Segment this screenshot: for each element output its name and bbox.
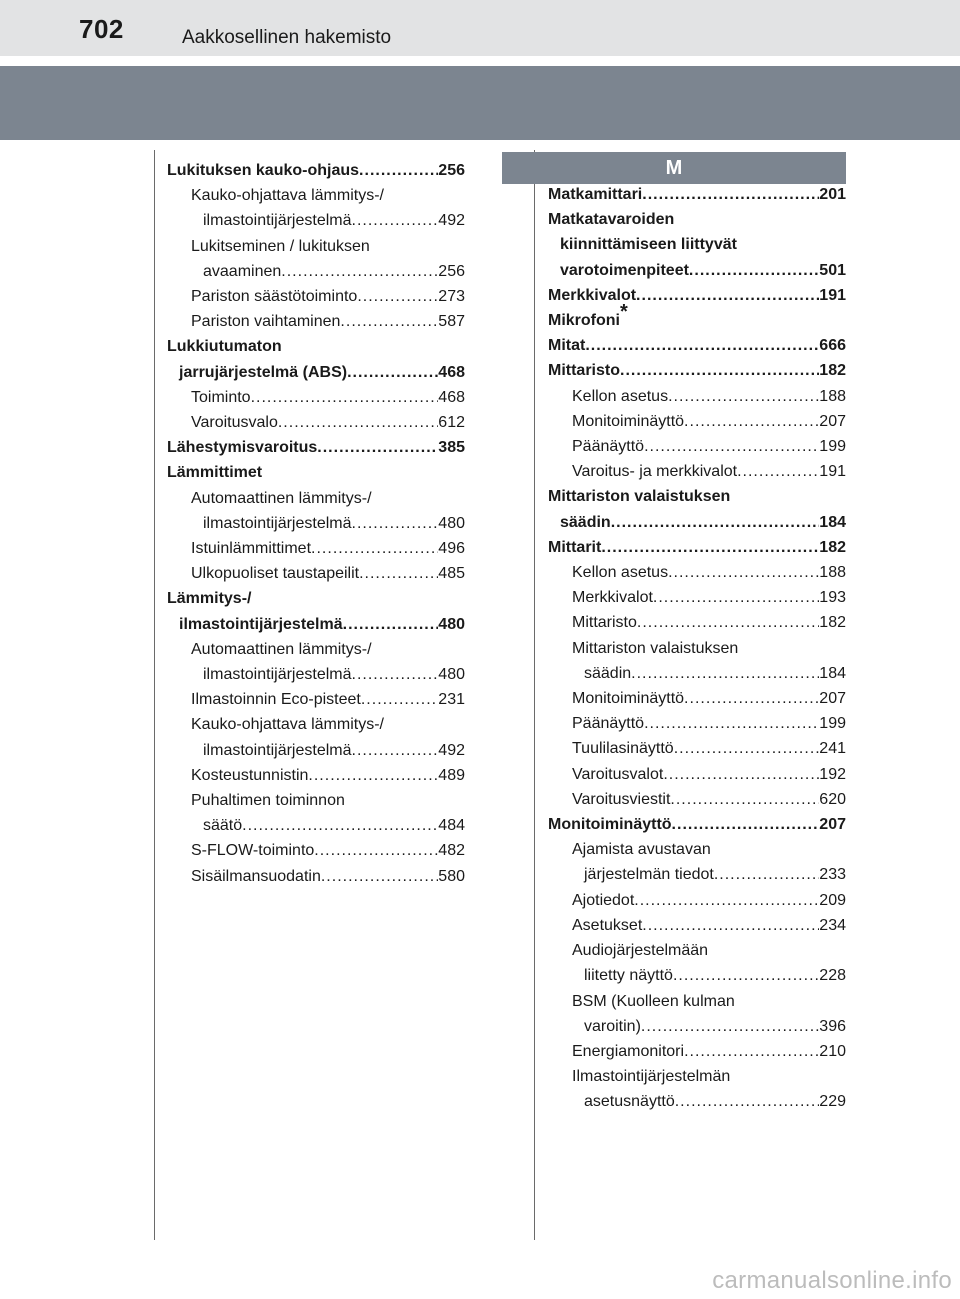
header-bar: [0, 0, 960, 56]
index-entry: [167, 612, 465, 637]
page-reference: 482: [438, 842, 465, 860]
index-entry: [548, 560, 846, 585]
index-entry: [548, 535, 846, 560]
dot-leader: [585, 333, 819, 358]
page-reference: 188: [819, 387, 846, 405]
index-entry: [548, 510, 846, 535]
dot-leader: [637, 610, 819, 635]
entry-label: Tuulilasinäyttö: [572, 740, 674, 758]
entry-label: Ulkopuoliset taustapeilit: [191, 565, 360, 583]
entry-label: Monitoiminäyttö: [572, 412, 685, 430]
dot-leader: [278, 410, 438, 435]
index-entry: [548, 585, 846, 610]
index-entry: [548, 862, 846, 887]
index-entry: [548, 787, 846, 812]
sub-entry: Ilmastointijärjestelmän: [572, 1068, 731, 1086]
page-reference: 385: [438, 439, 465, 457]
index-heading: [167, 460, 465, 485]
index-entry: [548, 762, 846, 787]
index-entry: [548, 434, 846, 459]
entry-label: säädin: [584, 664, 632, 682]
index-entry: [548, 913, 846, 938]
entry-label: ilmastointijärjestelmä: [203, 666, 352, 684]
entry-label: ilmastointijärjestelmä: [203, 212, 352, 230]
page-reference: 620: [819, 790, 846, 808]
entry-label: Mittarit: [548, 538, 602, 556]
index-entry: [548, 686, 846, 711]
entry-label: Lähestymisvaroitus: [167, 439, 318, 457]
dot-leader: [674, 736, 820, 761]
index-heading: Lukkiutumaton: [167, 338, 282, 356]
watermark: carmanualsonline.info: [712, 1267, 952, 1294]
dot-leader: [352, 511, 439, 536]
dot-leader: [668, 384, 819, 409]
page-reference: 587: [438, 313, 465, 331]
index-column-left: [167, 158, 465, 889]
sub-entry: Kauko-ohjattava lämmitys-/: [191, 187, 384, 205]
dot-leader: [317, 435, 438, 460]
entry-label: varoitin): [584, 1017, 641, 1035]
entry-label: Monitoiminäyttö: [572, 690, 685, 708]
entry-label: järjestelmän tiedot: [584, 866, 714, 884]
dot-leader: [668, 560, 819, 585]
dot-leader: [357, 284, 438, 309]
index-heading: Mittariston valaistuksen: [548, 488, 731, 506]
index-entry: [167, 385, 465, 410]
entry-label: Istuinlämmittimet: [191, 540, 312, 558]
index-entry: [167, 259, 465, 284]
dot-leader: [281, 259, 438, 284]
sub-entry: Kauko-ohjattava lämmitys-/: [191, 716, 384, 734]
dot-leader: [684, 686, 819, 711]
entry-label: ilmastointijärjestelmä: [203, 514, 352, 532]
index-entry: [548, 182, 846, 207]
dot-leader: [684, 409, 819, 434]
entry-label: säädin: [560, 513, 611, 531]
dot-leader: [361, 687, 438, 712]
page-reference: 229: [819, 1093, 846, 1111]
dot-leader: [601, 535, 819, 560]
section-letter-heading: M: [502, 152, 846, 184]
entry-label: Mikrofoni: [548, 312, 620, 330]
entry-label: liitetty näyttö: [584, 967, 673, 985]
dot-leader: [642, 182, 819, 207]
dot-leader: [340, 309, 438, 334]
index-heading: [548, 301, 846, 333]
sub-entry: Lukitseminen / lukituksen: [191, 237, 370, 255]
page-reference: 480: [438, 514, 465, 532]
index-entry: [167, 687, 465, 712]
index-entry: [548, 711, 846, 736]
page-reference: 480: [438, 615, 465, 633]
entry-label: Kellon asetus: [572, 564, 669, 582]
page-reference: 184: [819, 664, 846, 682]
entry-label: Varoitus- ja merkkivalot: [572, 463, 738, 481]
entry-label: S-FLOW-toiminto: [191, 842, 315, 860]
page-reference: 193: [819, 589, 846, 607]
index-entry: [167, 511, 465, 536]
index-entry: [167, 763, 465, 788]
dot-leader: [634, 888, 819, 913]
dot-leader: [620, 358, 819, 383]
dot-leader: [689, 258, 819, 283]
entry-label: Varoitusvalo: [191, 414, 278, 432]
entry-label: Asetukset: [572, 916, 643, 934]
page-reference: 191: [819, 463, 846, 481]
entry-label: Varoitusvalot: [572, 765, 664, 783]
index-entry: [548, 358, 846, 383]
page-reference: 184: [819, 513, 846, 531]
entry-label: Kosteustunnistin: [191, 766, 309, 784]
dot-leader: [343, 612, 439, 637]
sub-entry: Puhaltimen toiminnon: [191, 792, 345, 810]
page-reference: 273: [438, 288, 465, 306]
entry-label: varotoimenpiteet: [560, 261, 689, 279]
column-divider-left: [154, 150, 155, 1240]
page-reference: 207: [819, 690, 846, 708]
page-reference: 234: [819, 916, 846, 934]
index-column-right: [548, 182, 846, 1115]
index-entry: [167, 738, 465, 763]
index-entry: [167, 360, 465, 385]
dot-leader: [311, 536, 438, 561]
dot-leader: [672, 812, 820, 837]
dot-leader: [359, 561, 438, 586]
dot-leader: [352, 662, 439, 687]
index-entry: [548, 736, 846, 761]
dot-leader: [347, 360, 438, 385]
entry-label: Mittaristo: [572, 614, 637, 632]
index-entry: [548, 1039, 846, 1064]
column-divider-middle: [534, 150, 535, 1240]
entry-label: Mitat: [548, 337, 586, 355]
page-reference: 480: [438, 666, 465, 684]
entry-label: Päänäyttö: [572, 438, 645, 456]
page-reference: 207: [819, 412, 846, 430]
entry-label: Lämmittimet: [167, 464, 263, 482]
entry-label: ilmastointijärjestelmä: [179, 615, 343, 633]
entry-label: Pariston säästötoiminto: [191, 288, 358, 306]
entry-label: Varoitusviestit: [572, 790, 671, 808]
index-heading: Matkatavaroiden: [548, 211, 675, 229]
entry-label: Sisäilmansuodatin: [191, 867, 321, 885]
dot-leader: [308, 763, 438, 788]
entry-label: avaaminen: [203, 262, 282, 280]
entry-label: Merkkivalot: [548, 286, 637, 304]
dot-leader: [641, 1014, 819, 1039]
page-reference: 201: [819, 186, 846, 203]
entry-label: säätö: [203, 817, 243, 835]
page-reference: 501: [819, 261, 846, 279]
index-entry: [548, 610, 846, 635]
sub-entry: Ajamista avustavan: [572, 841, 711, 859]
index-entry: [548, 812, 846, 837]
sub-entry: Automaattinen lämmitys-/: [191, 640, 372, 658]
entry-label: Merkkivalot: [572, 589, 653, 607]
footnote-marker: *: [620, 301, 628, 324]
entry-label: Mittaristo: [548, 362, 620, 380]
index-entry: [167, 158, 465, 183]
index-entry: [167, 838, 465, 863]
page-reference: 188: [819, 564, 846, 582]
page-reference: 231: [438, 691, 465, 709]
index-entry: [167, 208, 465, 233]
index-entry: [167, 864, 465, 889]
dot-leader: [670, 787, 819, 812]
dot-leader: [359, 158, 438, 183]
page-reference: 484: [438, 817, 465, 835]
sub-entry: Audiojärjestelmään: [572, 942, 709, 960]
heading-continuation: kiinnittämiseen liittyvät: [560, 236, 737, 254]
entry-label: jarrujärjestelmä (ABS): [179, 363, 348, 381]
page-reference: 182: [819, 538, 846, 556]
entry-label: Ilmastoinnin Eco-pisteet: [191, 691, 361, 709]
page-reference: 182: [819, 614, 846, 632]
entry-label: ilmastointijärjestelmä: [203, 741, 352, 759]
dot-leader: [321, 864, 438, 889]
entry-label: Ajotiedot: [572, 891, 635, 909]
page-reference: 182: [819, 362, 846, 380]
index-entry: [167, 410, 465, 435]
entry-label: Monitoiminäyttö: [548, 816, 672, 834]
dot-leader: [653, 585, 819, 610]
dot-leader: [352, 738, 439, 763]
entry-label: Pariston vaihtaminen: [191, 313, 341, 331]
index-entry: [167, 561, 465, 586]
index-entry: [548, 888, 846, 913]
page-reference: 228: [819, 967, 846, 985]
page-reference: 468: [438, 388, 465, 406]
page-reference: 396: [819, 1017, 846, 1035]
page-reference: 485: [438, 565, 465, 583]
page-reference: 612: [438, 414, 465, 432]
dot-leader: [663, 762, 819, 787]
page-reference: 199: [819, 715, 846, 733]
sub-entry: Mittariston valaistuksen: [572, 639, 739, 657]
sub-entry: BSM (Kuolleen kulman: [572, 992, 735, 1010]
entry-label: Kellon asetus: [572, 387, 669, 405]
page-reference: 241: [819, 740, 846, 758]
dot-leader: [314, 838, 438, 863]
page-reference: 256: [438, 262, 465, 280]
page-reference: 468: [438, 363, 465, 381]
index-entry: [167, 662, 465, 687]
dot-leader: [242, 813, 438, 838]
index-entry: [167, 309, 465, 334]
page-reference: 580: [438, 867, 465, 885]
dot-leader: [636, 283, 819, 308]
dot-leader: [611, 510, 820, 535]
index-entry: [548, 333, 846, 358]
page-reference: 210: [819, 1042, 846, 1060]
page-reference: 191: [819, 286, 846, 304]
dot-leader: [737, 459, 819, 484]
page-reference: 496: [438, 540, 465, 558]
index-entry: [167, 284, 465, 309]
dot-leader: [644, 711, 819, 736]
index-entry: [548, 409, 846, 434]
dot-leader: [675, 1089, 820, 1114]
entry-label: Matkamittari: [548, 186, 643, 203]
entry-label: Lukituksen kauko-ohjaus: [167, 162, 360, 179]
page-reference: 207: [819, 816, 846, 834]
page-reference: 489: [438, 766, 465, 784]
page-reference: 256: [438, 162, 465, 179]
entry-label: Toiminto: [191, 388, 251, 406]
index-entry: [548, 1089, 846, 1114]
page-reference: 199: [819, 438, 846, 456]
page-number: 702: [79, 14, 124, 44]
index-entry: [167, 435, 465, 460]
dot-leader: [714, 862, 819, 887]
index-entry: [548, 1014, 846, 1039]
index-entry: [548, 963, 846, 988]
dot-leader: [352, 208, 439, 233]
entry-label: Energiamonitori: [572, 1042, 685, 1060]
sub-entry: Automaattinen lämmitys-/: [191, 489, 372, 507]
dot-leader: [631, 661, 819, 686]
page-reference: 666: [819, 337, 846, 355]
index-entry: [548, 258, 846, 283]
index-entry: [548, 283, 846, 308]
page-reference: 209: [819, 891, 846, 909]
index-entry: [167, 813, 465, 838]
dot-leader: [684, 1039, 819, 1064]
page-reference: 233: [819, 866, 846, 884]
dot-leader: [251, 385, 439, 410]
entry-label: Päänäyttö: [572, 715, 645, 733]
page-title: Aakkosellinen hakemisto: [182, 27, 392, 48]
dot-leader: [642, 913, 819, 938]
section-banner: [0, 66, 960, 140]
index-entry: [167, 536, 465, 561]
entry-label: asetusnäyttö: [584, 1093, 675, 1111]
page-reference: 192: [819, 765, 846, 783]
dot-leader: [673, 963, 819, 988]
page-reference: 492: [438, 212, 465, 230]
page-reference: 492: [438, 741, 465, 759]
index-entry: [548, 661, 846, 686]
index-entry: [548, 459, 846, 484]
index-entry: [548, 384, 846, 409]
dot-leader: [644, 434, 819, 459]
index-heading: Lämmitys-/: [167, 590, 252, 608]
